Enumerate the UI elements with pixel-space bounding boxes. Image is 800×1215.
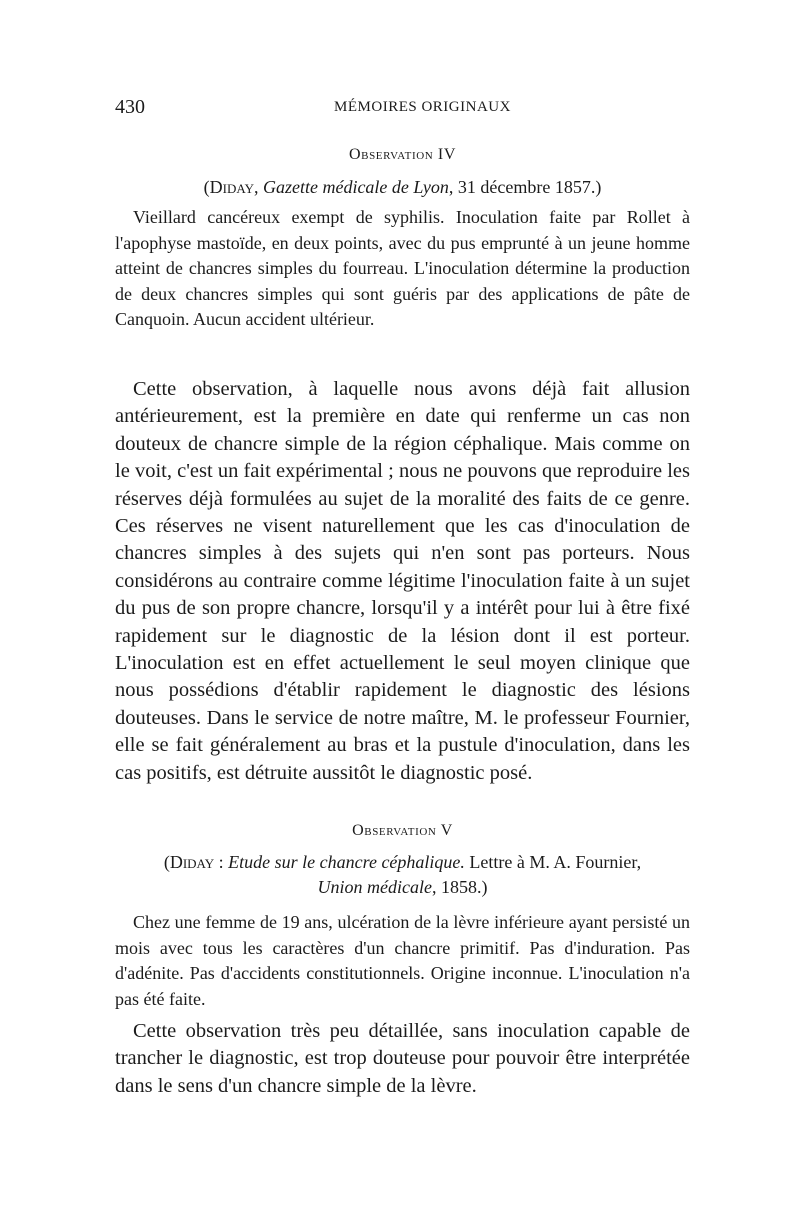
observation-iv-title: Observation IV: [349, 146, 456, 163]
citation-journal: Gazette médicale de Lyon: [262, 177, 449, 197]
running-head: MÉMOIRES ORIGINAUX: [334, 99, 511, 115]
observation-iv-body: [115, 205, 690, 333]
observation-v-body: [115, 910, 690, 1012]
commentary-1-block: [115, 376, 690, 787]
commentary-paragraph-2: Cette observation très peu détaillée, sans inoculation capable de trancher le diagnostic, est trop douteuse pour pouvoir être interprétée dans le sens d'un chancre simple de la lèvre.: [115, 1020, 690, 1097]
commentary-2-block: [115, 1018, 690, 1100]
citation-work: Etude sur le chancre céphalique.: [228, 852, 465, 872]
page-header: [115, 96, 690, 126]
citation-letter: Lettre à M. A. Fournier,: [469, 852, 642, 872]
observation-v-title: Observation V: [352, 822, 453, 839]
observation-v-text: Chez une femme de 19 ans, ulcération de la lèvre inférieure ayant persisté un mois avec tous les caractères d'un chancre primitif. Pas d'induration. Pas d'adénite. Pas d'accidents constitutionnels. Origine inconnue. L'inoculation n'a pas été faite.: [115, 912, 690, 1009]
commentary-paragraph-1: Cette observation, à laquelle nous avons déjà fait allusion antérieurement, est la première en date qui renferme un cas non douteux de chancre simple de la région céphalique. Mais comme on le voit, c'est un fait expérimental ; nous ne pouvons que reproduire les réserves déjà formulées au sujet de la moralité des faits de ce genre. Ces réserves ne visent naturellement que les cas d'inoculation de chancres simples à des sujets qui n'en sont pas porteurs. Nous considérons au contraire comme légitime l'inoculation faite à un sujet du pus de son propre chancre, lorsqu'il y a intérêt pour lui à être fixé rapidement sur le diagnostic de la lésion dont il est porteur. L'inoculation est en effet actuellement le seul moyen clinique que nous possédions d'établir rapidement le diagnostic des lésions douteuses. Dans le service de notre maître, M. le professeur Fournier, elle se fait généralement au bras et la pustule d'inoculation, dans les cas positifs, est détruite aussitôt le diagnostic posé.: [115, 378, 690, 784]
citation-author: Diday: [169, 852, 215, 872]
observation-v-title-block: [115, 822, 690, 840]
citation-date: 31 décembre 1857.): [457, 177, 602, 197]
observation-iv-citation: (Diday, Gazette médicale de Lyon, 31 décembre 1857.): [203, 177, 602, 197]
citation-journal: Union médicale: [317, 877, 432, 897]
page-number: 430: [115, 96, 145, 118]
observation-v-citation: (Diday : Etude sur le chancre céphalique. Lettre à M. A. Fournier, Union médicale, 1858.): [163, 852, 642, 897]
citation-author: Diday: [209, 177, 254, 197]
observation-iv-text: Vieillard cancéreux exempt de syphilis. Inoculation faite par Rollet à l'apophyse mastoïde, en deux points, avec du pus emprunté à un jeune homme atteint de chancres simples du fourreau. L'inoculation détermine la production de deux chancres simples qui sont guéris par des applications de pâte de Canquoin. Aucun accident ultérieur.: [115, 207, 690, 329]
observation-iv-title-block: [115, 146, 690, 164]
citation-year: 1858.): [440, 877, 488, 897]
